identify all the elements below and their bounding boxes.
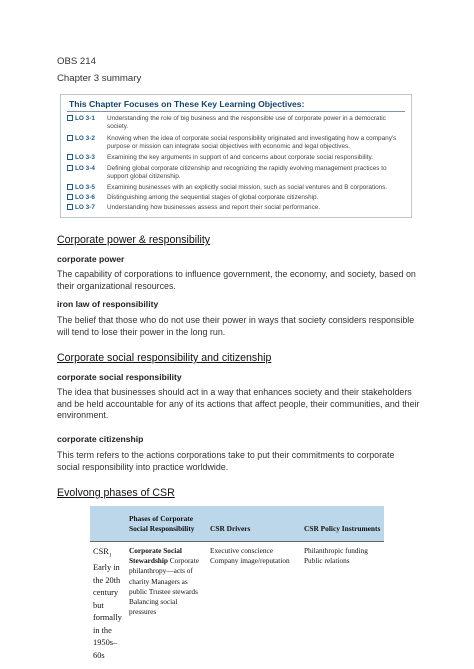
header-policy: CSR Policy Instruments [304, 524, 381, 533]
section-heading-corporate-power: Corporate power & responsibility [57, 234, 211, 246]
phase-cell: Corporate Social Stewardship Corporate philanthropy—acts of charity Managers as public Trustee stewards Balancing social pressures [129, 546, 199, 617]
section-heading-csr-phases: Evolvong phases of CSR [57, 487, 175, 499]
objective-icon [67, 165, 73, 171]
document-subtitle: Chapter 3 summary [57, 73, 142, 84]
objective-text: Defining global corporate citizenship and recognizing the rapidly evolving management practices to support global citizenship. [107, 165, 387, 181]
drivers-cell: Executive conscience Company image/reputation [210, 546, 290, 566]
objective-icon [67, 204, 73, 210]
objective-text: Examining businesses with an explicitly social mission, such as social ventures and B corporations. [107, 184, 388, 191]
table-rule [90, 541, 384, 542]
objective-tag: LO 3-6 [75, 194, 95, 201]
objective-text: Examining the key arguments in support of and concerns about corporate social responsibility. [107, 154, 373, 161]
policy-cell: Philanthropic funding Public relations [304, 546, 368, 566]
objective-item [67, 184, 405, 192]
course-code: OBS 214 [57, 56, 96, 67]
objective-text: Knowing when the idea of corporate social responsibility originated and investigating how a company's purpose or mission can integrate social objectives with economic and legal objectives. [107, 135, 397, 151]
objective-tag: LO 3-1 [75, 115, 95, 122]
objective-icon [67, 194, 73, 200]
csr-phases-table [90, 506, 384, 660]
definition-corporate-citizenship: This term refers to the actions corporations take to put their commitments to corporate social responsibility into practice worldwide. [57, 450, 395, 472]
objective-icon [67, 135, 73, 141]
objective-item [67, 165, 405, 181]
objective-text: Distinguishing among the sequential stages of global corporate citizenship. [107, 194, 319, 201]
definition-corporate-power: The capability of corporations to influence government, the economy, and society, based on their organizational resources. [57, 269, 416, 291]
objective-item [67, 135, 405, 151]
definition-csr: The idea that businesses should act in a way that enhances society and their stakeholders and be held accountable for any of its actions that affect people, their communities, and their environment. [57, 387, 420, 421]
objective-text: Understanding how businesses assess and report their social performance. [107, 204, 321, 211]
objective-icon [67, 115, 73, 121]
objective-tag: LO 3-3 [75, 154, 95, 161]
objective-item [67, 204, 405, 212]
header-drivers: CSR Drivers [210, 524, 251, 533]
objective-item [67, 194, 405, 202]
header-phases: Phases of Corporate Social Responsibility [129, 514, 195, 533]
objective-item [67, 115, 405, 131]
definition-iron-law: The belief that those who do not use their power in ways that society considers responsible will tend to lose their power in the long run. [57, 315, 415, 337]
section-heading-csr-citizenship: Corporate social responsibility and citizenship [57, 352, 272, 364]
era-cell: $CSR_1$ Early in the 20th century but formally in the 1950s– 60s [93, 547, 122, 660]
term-corporate-citizenship: corporate citizenship [57, 434, 144, 444]
term-csr: corporate social responsibility [57, 372, 182, 382]
objective-icon [67, 184, 73, 190]
objective-tag: LO 3-7 [75, 204, 95, 211]
objective-tag: LO 3-4 [75, 165, 95, 172]
objective-tag: LO 3-2 [75, 135, 95, 142]
learning-objectives-panel [60, 94, 412, 218]
objective-item [67, 154, 405, 162]
objectives-divider [67, 111, 405, 112]
objective-text: Understanding the role of big business and the responsible use of corporate power in a democratic society. [107, 115, 386, 131]
term-corporate-power: corporate power [57, 254, 125, 264]
objective-icon [67, 154, 73, 160]
objectives-title: This Chapter Focuses on These Key Learning Objectives: [69, 99, 305, 109]
objective-tag: LO 3-5 [75, 184, 95, 191]
term-iron-law: iron law of responsibility [57, 299, 159, 309]
